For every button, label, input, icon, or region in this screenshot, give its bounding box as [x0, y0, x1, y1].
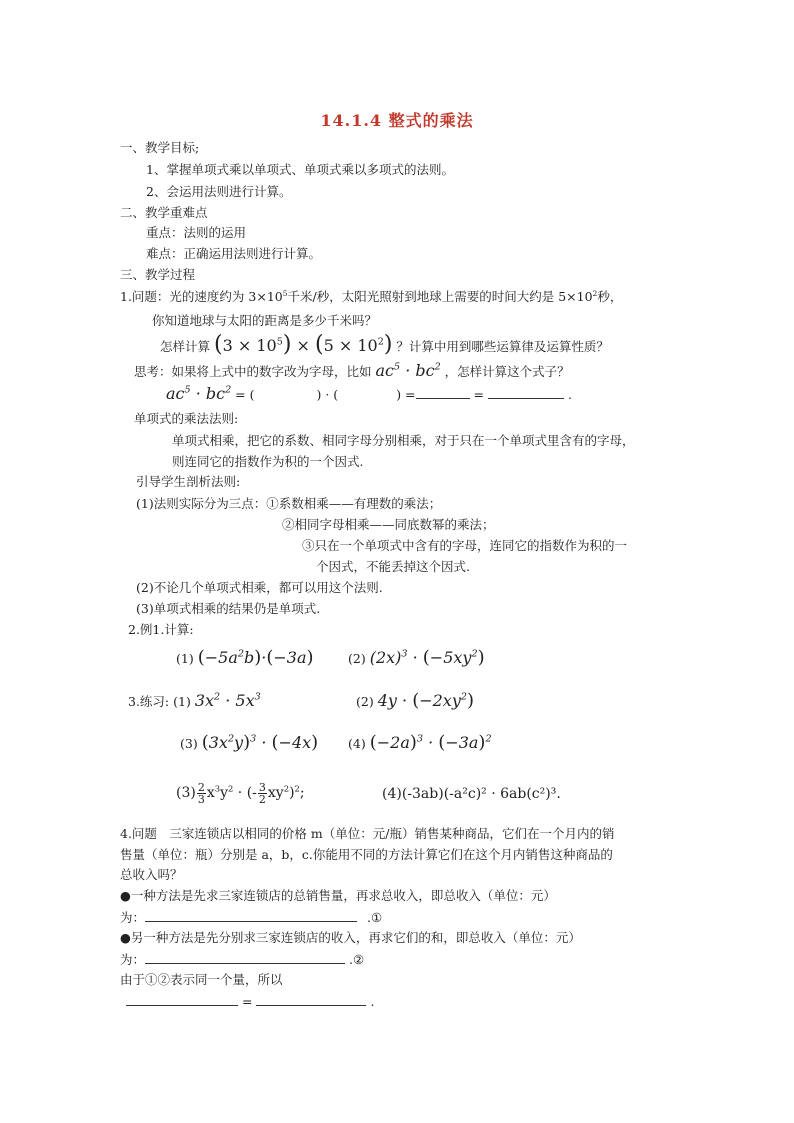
page-title: 14.1.4 整式的乘法	[320, 111, 474, 130]
example-heading: 2.例1.计算:	[128, 622, 194, 637]
rule-text-2: 则连同它的指数作为积的一个因式.	[172, 454, 364, 469]
q4-line2: 售量（单位：瓶）分别是 a，b，c.你能用不同的方法计算它们在这个月内销售这种商品的	[120, 847, 613, 862]
keypoint: 重点：法则的运用	[146, 225, 247, 240]
q4-line6: ●另一种方法是先分别求三家连锁店的收入，再求它们的和，即总收入（单位：元）	[120, 930, 581, 945]
q4-line4: ●一种方法是先求三家连锁店的总销售量，再求总收入，即总收入（单位：元）	[120, 888, 556, 903]
q4-line8: 由于①②表示同一个量，所以	[120, 972, 283, 987]
example-1: (1) $(-5a^2b)\cdot(-3a)$	[176, 647, 314, 668]
rule-point-1c: ③只在一个单项式中含有的字母，连同它的指数作为积的一	[302, 538, 628, 553]
q1-line1: 1.问题：光的速度约为 $3\times 10^5$千米/秒，太阳光照射到地球上需要的时间大约是 $5\times 10^2$秒，	[120, 288, 623, 304]
blank-method-1[interactable]	[145, 909, 357, 922]
rule-point-1: (1)法则实际分为三点：①系数相乘——有理数的乘法；	[136, 496, 442, 511]
q1-line2: 你知道地球与太阳的距离是多少千米吗？	[152, 313, 378, 328]
practice-4: (4) $(-2a)^3 \cdot (-3a)^2$	[348, 732, 492, 753]
rule-guide: 引导学生剖析法则:	[136, 474, 241, 489]
q4-line5: 为： .①	[120, 910, 383, 925]
practice-1: 3.练习: (1) $3x^2 \cdot 5x^3$	[128, 691, 261, 710]
section-objectives: 一、教学目标;	[120, 140, 200, 155]
practice-2: (2) $4y \cdot (-2xy^2)$	[356, 690, 475, 711]
rule-point-1b: ②相同字母相乘——同底数幂的乘法；	[282, 517, 495, 532]
practice-6: (4)(-3ab)(-a²c)² · 6ab(c²)³.	[382, 786, 561, 802]
q1-line5: $ac^5 \cdot bc^2$ = ( ) · ( ) = = .	[166, 384, 572, 403]
practice-3-expression: $(3x^2y)^3 \cdot (-4x)$	[201, 732, 319, 753]
blank-equation-right[interactable]	[256, 993, 366, 1006]
example-2: (2) $(2x)^3 \cdot (-5xy^2)$	[348, 647, 485, 668]
example-1-expression: $(-5a^2b)\cdot(-3a)$	[197, 647, 314, 668]
practice-5: (3) $\frac{2}{3}$ $x^3y^2$ · (- $\frac{3}{2}$ $xy^2)^2$;	[176, 780, 305, 806]
section-keypoints: 二、教学重难点	[120, 205, 208, 220]
practice-3: (3) $(3x^2y)^3 \cdot (-4x)$	[180, 732, 319, 753]
q4-line1: 4.问题 三家连锁店以相同的价格 m（单位：元/瓶）销售某种商品，它们在一个月内的销	[120, 826, 615, 841]
difficulty: 难点：正确运用法则进行计算。	[146, 246, 322, 261]
expression-ac5-bc2-repeat: $ac^5 \cdot bc^2$	[166, 384, 232, 403]
blank-answer-1[interactable]	[416, 386, 470, 399]
practice-2-expression: $4y \cdot (-2xy^2)$	[377, 690, 475, 711]
practice-1-expression: $3x^2 \cdot 5x^3$	[194, 691, 261, 710]
fraction-two-thirds: $\frac{2}{3}$	[197, 780, 205, 806]
expression-ac5-bc2: $ac^5 \cdot bc^2$	[375, 361, 441, 380]
expression-light-distance: $(3 \times 10^5) \times (5 \times 10^2)$	[214, 332, 393, 357]
objective-2: 2、会运用法则进行计算。	[146, 184, 292, 199]
blank-equation-left[interactable]	[126, 993, 238, 1006]
rule-heading: 单项式的乘法法则:	[134, 411, 239, 426]
fraction-three-halves: $\frac{3}{2}$	[258, 780, 266, 806]
practice-4-expression: $(-2a)^3 \cdot (-3a)^2$	[369, 732, 492, 753]
rule-text-1: 单项式相乘，把它的系数、相同字母分别相乘，对于只在一个单项式里含有的字母，	[172, 433, 635, 448]
q4-line3: 总收入吗？	[120, 867, 183, 882]
blank-method-2[interactable]	[145, 951, 345, 964]
q4-line9: = .	[126, 993, 374, 1010]
rule-point-2: (2)不论几个单项式相乘，都可以用这个法则.	[136, 580, 383, 595]
q1-line4: 思考：如果将上式中的数字改为字母，比如 $ac^5 \cdot bc^2$ ，怎样计算这个式子？	[134, 361, 570, 380]
blank-answer-2[interactable]	[488, 386, 564, 399]
rule-point-1d: 个因式，不能丢掉这个因式.	[316, 559, 470, 574]
rule-point-3: (3)单项式相乘的结果仍是单项式.	[136, 601, 321, 616]
objective-1: 1、掌握单项式乘以单项式、单项式乘以多项式的法则。	[146, 162, 454, 177]
section-process: 三、教学过程	[120, 267, 196, 282]
q1-line3: 怎样计算 $(3 \times 10^5) \times (5 \times 10^2)$ ？计算中用到哪些运算律及运算性质？	[160, 332, 609, 357]
q4-line7: 为： .②	[120, 952, 365, 967]
example-2-expression: $(2x)^3 \cdot (-5xy^2)$	[369, 647, 485, 668]
